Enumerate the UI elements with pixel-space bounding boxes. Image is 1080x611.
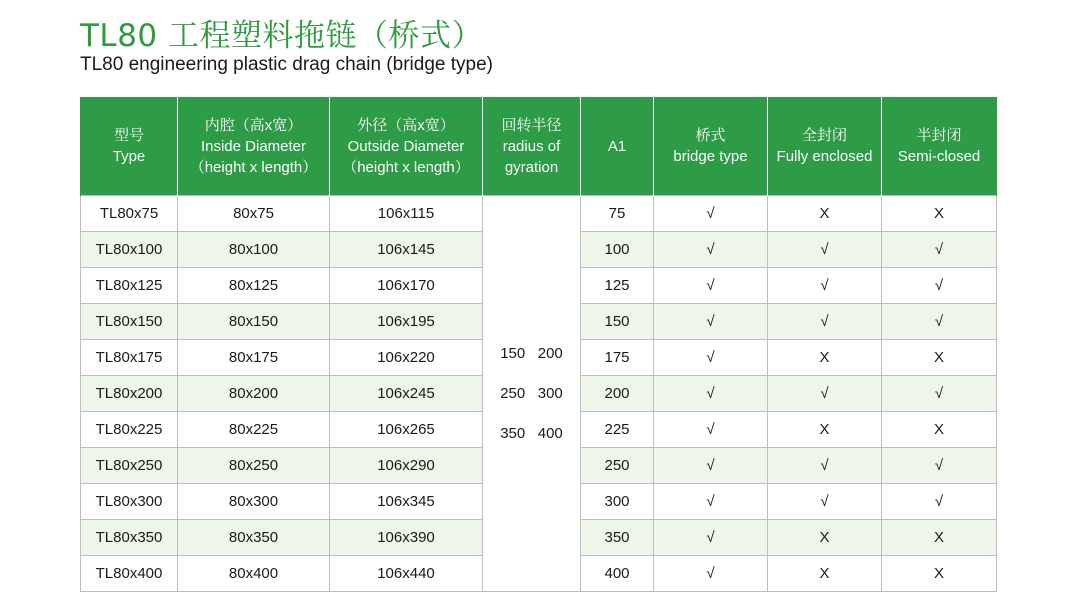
cell-type: TL80x100	[81, 232, 178, 268]
cell-a1: 175	[581, 340, 654, 376]
cell-fully-enclosed: X	[768, 340, 882, 376]
cell-a1: 400	[581, 556, 654, 592]
cell-inside-diameter: 80x100	[178, 232, 330, 268]
cell-semi-closed: √	[882, 484, 997, 520]
cell-a1: 150	[581, 304, 654, 340]
header-radius-line: 回转半径	[501, 116, 562, 134]
cell-a1: 75	[581, 196, 654, 232]
cell-type: TL80x350	[81, 520, 178, 556]
header-semi-closed-line: Semi-closed	[897, 148, 981, 165]
cell-bridge-type: √	[654, 484, 768, 520]
cell-bridge-type: √	[654, 196, 768, 232]
cell-semi-closed: √	[882, 448, 997, 484]
cell-semi-closed: √	[882, 268, 997, 304]
header-bridge-type-line: 桥式	[695, 127, 726, 144]
cell-fully-enclosed: √	[768, 376, 882, 412]
cell-outside-diameter: 106x440	[330, 556, 483, 592]
cell-inside-diameter: 80x250	[178, 448, 330, 484]
page-subtitle: TL80 engineering plastic drag chain (bridge type)	[80, 54, 493, 75]
cell-outside-diameter: 106x290	[330, 448, 483, 484]
radius-value: 150 200	[500, 344, 563, 362]
cell-inside-diameter: 80x300	[178, 484, 330, 520]
cell-bridge-type: √	[654, 412, 768, 448]
cell-outside-diameter: 106x145	[330, 232, 483, 268]
header-inside-diameter-line: 内腔（高x宽）	[204, 116, 303, 134]
cell-fully-enclosed: √	[768, 268, 882, 304]
cell-a1: 250	[581, 448, 654, 484]
header-inside-diameter-line: Inside Diameter	[200, 137, 307, 155]
cell-fully-enclosed: X	[768, 196, 882, 232]
cell-bridge-type: √	[654, 556, 768, 592]
header-outside-diameter-line: Outside Diameter	[347, 137, 465, 155]
header-bridge-type-line: bridge type	[673, 148, 748, 165]
table-row	[81, 196, 997, 232]
cell-semi-closed: X	[882, 520, 997, 556]
header-semi-closed	[882, 97, 997, 196]
cell-fully-enclosed: X	[768, 412, 882, 448]
header-type	[81, 97, 178, 196]
page-title: TL80 工程塑料拖链（桥式）	[80, 18, 484, 54]
cell-inside-diameter: 80x150	[178, 304, 330, 340]
header-a1-line: A1	[607, 137, 627, 155]
cell-radius-of-gyration	[483, 196, 581, 592]
cell-a1: 100	[581, 232, 654, 268]
cell-bridge-type: √	[654, 268, 768, 304]
header-outside-diameter-line: （height x length）	[342, 158, 470, 176]
cell-inside-diameter: 80x200	[178, 376, 330, 412]
cell-semi-closed: √	[882, 232, 997, 268]
spec-table	[80, 97, 997, 592]
cell-fully-enclosed: X	[768, 556, 882, 592]
table-header-row	[81, 97, 997, 196]
cell-type: TL80x300	[81, 484, 178, 520]
cell-semi-closed: X	[882, 340, 997, 376]
cell-bridge-type: √	[654, 520, 768, 556]
cell-inside-diameter: 80x400	[178, 556, 330, 592]
cell-a1: 225	[581, 412, 654, 448]
cell-outside-diameter: 106x390	[330, 520, 483, 556]
cell-type: TL80x400	[81, 556, 178, 592]
cell-outside-diameter: 106x245	[330, 376, 483, 412]
cell-fully-enclosed: √	[768, 304, 882, 340]
cell-outside-diameter: 106x220	[330, 340, 483, 376]
cell-a1: 200	[581, 376, 654, 412]
cell-inside-diameter: 80x175	[178, 340, 330, 376]
table-body	[81, 196, 997, 592]
header-inside-diameter-line: （height x length）	[189, 158, 318, 176]
cell-semi-closed: X	[882, 556, 997, 592]
cell-inside-diameter: 80x75	[178, 196, 330, 232]
cell-type: TL80x125	[81, 268, 178, 304]
cell-outside-diameter: 106x115	[330, 196, 483, 232]
cell-bridge-type: √	[654, 448, 768, 484]
header-bridge-type	[654, 97, 768, 196]
cell-type: TL80x150	[81, 304, 178, 340]
header-radius-line: radius of	[502, 137, 561, 155]
cell-inside-diameter: 80x225	[178, 412, 330, 448]
cell-type: TL80x75	[81, 196, 178, 232]
header-fully-enclosed	[768, 97, 882, 196]
radius-value: 250 300	[500, 384, 563, 402]
cell-bridge-type: √	[654, 376, 768, 412]
cell-type: TL80x175	[81, 340, 178, 376]
cell-semi-closed: X	[882, 196, 997, 232]
cell-inside-diameter: 80x350	[178, 520, 330, 556]
cell-a1: 125	[581, 268, 654, 304]
cell-bridge-type: √	[654, 232, 768, 268]
header-semi-closed-line: 半封闭	[916, 127, 962, 144]
header-type-line: 型号	[113, 127, 144, 144]
cell-fully-enclosed: √	[768, 448, 882, 484]
cell-type: TL80x200	[81, 376, 178, 412]
cell-bridge-type: √	[654, 304, 768, 340]
header-fully-enclosed-line: 全封闭	[801, 127, 847, 144]
cell-semi-closed: √	[882, 376, 997, 412]
radius-value: 350 400	[500, 424, 563, 442]
cell-fully-enclosed: √	[768, 232, 882, 268]
header-fully-enclosed-line: Fully enclosed	[776, 148, 873, 165]
cell-bridge-type: √	[654, 340, 768, 376]
cell-inside-diameter: 80x125	[178, 268, 330, 304]
cell-a1: 350	[581, 520, 654, 556]
cell-semi-closed: X	[882, 412, 997, 448]
cell-fully-enclosed: X	[768, 520, 882, 556]
header-inside-diameter	[178, 97, 330, 196]
header-type-line: Type	[112, 148, 146, 165]
cell-fully-enclosed: √	[768, 484, 882, 520]
header-outside-diameter-line: 外径（高x宽）	[357, 116, 455, 134]
header-outside-diameter	[330, 97, 483, 196]
cell-outside-diameter: 106x170	[330, 268, 483, 304]
cell-type: TL80x225	[81, 412, 178, 448]
cell-type: TL80x250	[81, 448, 178, 484]
cell-a1: 300	[581, 484, 654, 520]
header-radius-line: gyration	[504, 158, 559, 176]
cell-semi-closed: √	[882, 304, 997, 340]
header-a1	[581, 97, 654, 196]
header-radius	[483, 97, 581, 196]
cell-outside-diameter: 106x265	[330, 412, 483, 448]
cell-outside-diameter: 106x195	[330, 304, 483, 340]
cell-outside-diameter: 106x345	[330, 484, 483, 520]
